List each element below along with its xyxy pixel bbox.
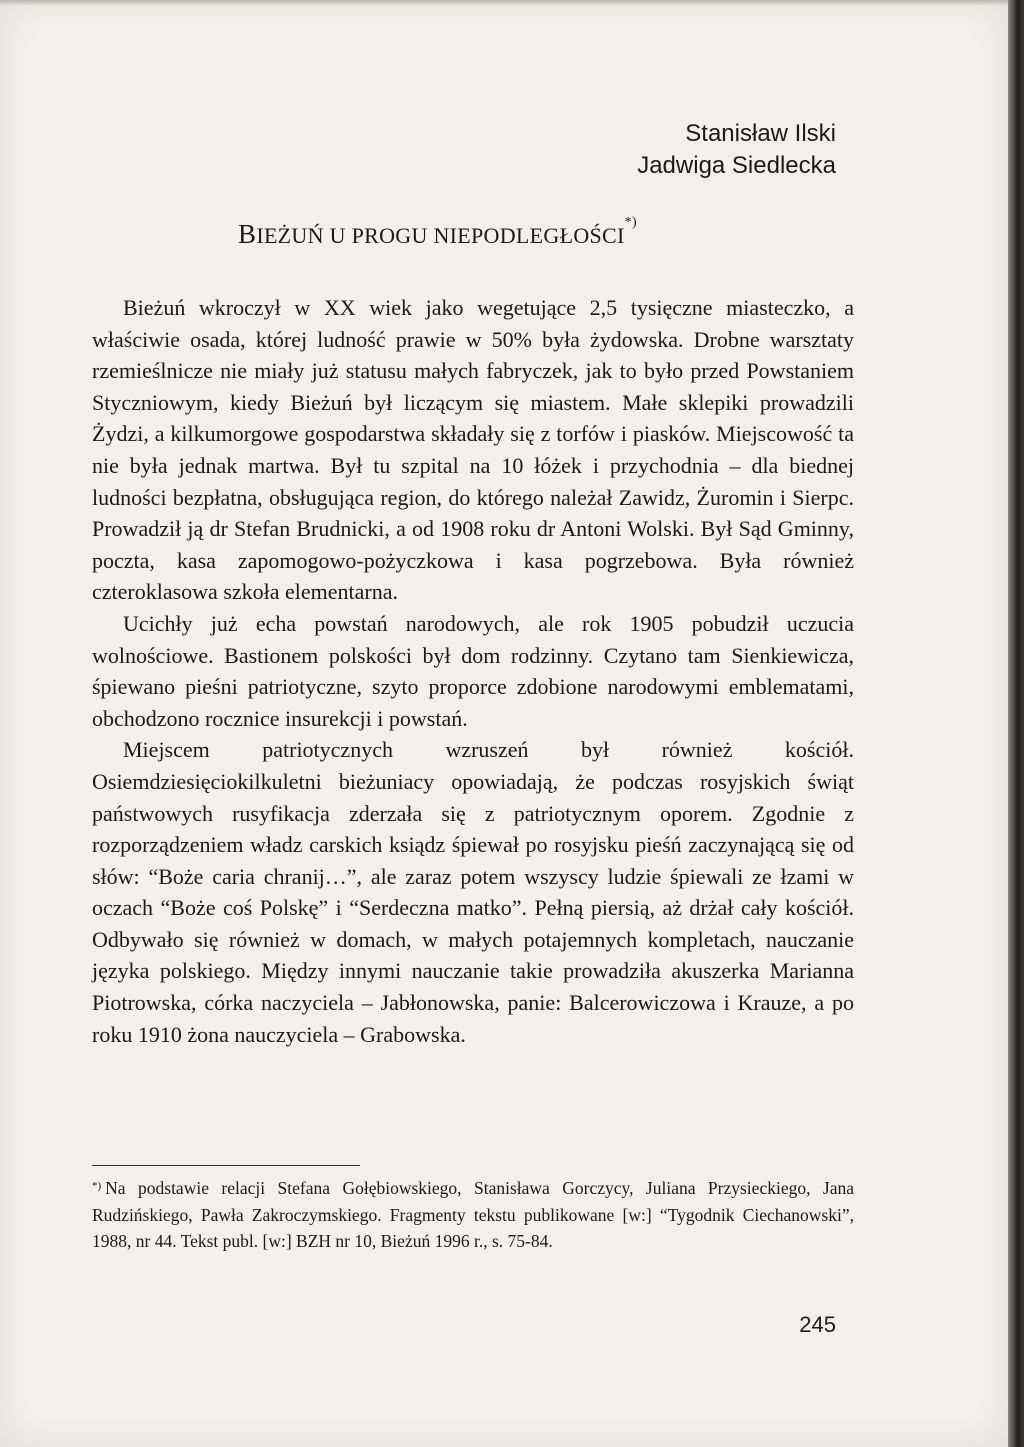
article-title <box>238 215 637 250</box>
author-name: Stanisław Ilski <box>685 120 836 147</box>
footnote-text: Na podstawie relacji Stefana Gołębiowskiego, Stanisława Gorczycy, Juliana Przysieckiego, Jana Rudzińskiego, Pawła Zakroczymskiego. Fragmenty tekstu publikowane [w:] “Tygodnik Ciechanowski”, 1988, nr 44. Tekst publ. [w:] BZH nr 10, Bieżuń 1996 r., s. 75-84. <box>92 1178 854 1251</box>
footnote <box>92 1175 854 1255</box>
page-number: 245 <box>799 1312 836 1337</box>
body-paragraph: Bieżuń wkroczył w XX wiek jako wegetujące 2,5 tysięczne miasteczko, a właściwie osada, której ludność prawie w 50% była żydowska. Drobne warsztaty rzemieślnicze nie miały już statusu małych fabryczek, jak to było przed Powstaniem Styczniowym, kiedy Bieżuń był liczącym się miastem. Małe sklepiki prowadzili Żydzi, a kilkumorgowe gospodarstwa składały się z torfów i piasków. Miejscowość ta nie była jednak martwa. Był tu szpital na 10 łóżek i przychodnia – dla biednej ludności bezpłatna, obsługująca region, do którego należał Zawidz, Żuromin i Sierpc. Prowadził ją dr Stefan Brudnicki, a od 1908 roku dr Antoni Wolski. Był Sąd Gminny, poczta, kasa zapomogowo-pożyczkowa i kasa pogrzebowa. Była również czteroklasowa szkoła elementarna. <box>92 295 854 605</box>
title-footnote-mark: *) <box>624 215 637 230</box>
book-binding-edge <box>1008 0 1024 1447</box>
body-paragraph: Ucichły już echa powstań narodowych, ale rok 1905 pobudził uczucia wolnościowe. Bastionem polskości był dom rodzinny. Czytano tam Sienkiewicza, śpiewano pieśni patriotyczne, szyto proporce zdobione narodowymi emblematami, obchodzono rocznice insurekcji i powstań. <box>92 610 854 731</box>
author-name: Jadwiga Siedlecka <box>637 152 836 179</box>
article-body <box>92 292 854 1050</box>
author-block <box>637 118 836 182</box>
page-top-edge <box>0 0 1008 6</box>
title-initial: B <box>238 219 257 249</box>
body-paragraph: Miejscem patriotycznych wzruszeń był również kościół. Osiemdziesięciokilkuletni bieżuniacy opowiadają, że podczas rosyjskich świąt państwowych rusyfikacja zderzała się z patriotycznym oporem. Zgodnie z rozporządzeniem władz carskich ksiądz śpiewał po rosyjsku pieśń zaczynającą się od słów: “Boże caria chranij…”, ale zaraz potem wszyscy ludzie śpiewali ze łzami w oczach “Boże coś Polskę” i “Serdeczna matko”. Pełną piersią, aż drżał cały kościół. Odbywało się również w domach, w małych potajemnych kompletach, nauczanie języka polskiego. Między innymi nauczanie takie prowadziła akuszerka Marianna Piotrowska, córka naczyciela – Jabłonowska, panie: Balcerowiczowa i Krauze, a po roku 1910 żona nauczyciela – Grabowska. <box>92 737 854 1047</box>
footnote-mark: *) <box>92 1180 102 1192</box>
footnote-divider <box>92 1165 360 1166</box>
title-text: IEŻUŃ U PROGU NIEPODLEGŁOŚCI <box>256 223 625 248</box>
